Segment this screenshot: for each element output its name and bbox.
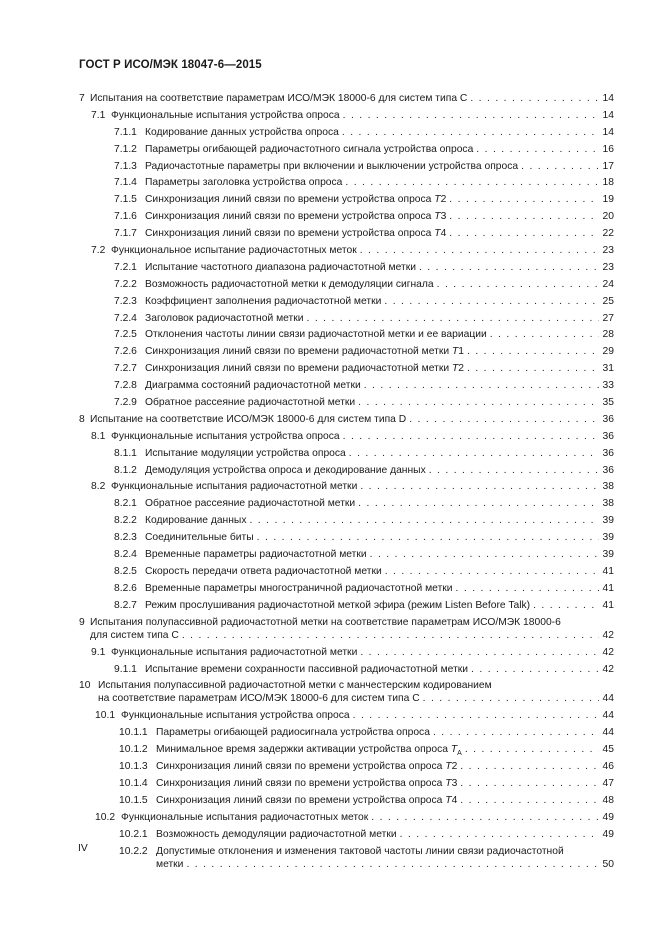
toc-entry-number: 10.1.3 bbox=[119, 761, 148, 773]
toc-entry-number: 7 bbox=[79, 93, 85, 104]
toc-entry-title: Соединительные биты bbox=[145, 532, 254, 544]
dot-leader bbox=[462, 742, 599, 759]
toc-entry-page: 14 bbox=[602, 126, 614, 138]
toc-entry-page: 31 bbox=[602, 363, 614, 375]
toc-entry[interactable] bbox=[0, 429, 661, 446]
toc-entry-title: Функциональное испытание радиочастотных меток bbox=[111, 245, 357, 257]
toc-entry-page: 36 bbox=[602, 413, 614, 425]
table-of-contents bbox=[0, 91, 661, 874]
toc-entry[interactable] bbox=[0, 209, 661, 226]
toc-entry-number: 7.1.7 bbox=[114, 228, 137, 240]
toc-entry[interactable] bbox=[0, 412, 661, 429]
toc-entry[interactable] bbox=[0, 108, 661, 125]
dot-leader bbox=[457, 793, 599, 810]
toc-entry-page: 44 bbox=[602, 727, 614, 739]
toc-entry[interactable] bbox=[0, 277, 661, 294]
toc-entry-number: 8.2.5 bbox=[114, 565, 137, 577]
toc-entry-title: Синхронизация линий связи по времени радиочастотной метки T2 bbox=[145, 363, 464, 375]
toc-entry-number: 7.2.6 bbox=[114, 346, 137, 358]
toc-entry-number: 9.1.1 bbox=[114, 663, 137, 675]
toc-entry-title: Синхронизация линий связи по времени устройства опроса T3 bbox=[156, 777, 458, 789]
toc-entry-page: 38 bbox=[602, 481, 614, 493]
dot-leader bbox=[464, 344, 599, 361]
toc-entry-page: 14 bbox=[602, 109, 614, 121]
toc-entry[interactable] bbox=[0, 776, 661, 793]
dot-leader bbox=[357, 243, 599, 260]
toc-entry-title: Режим прослушивания радиочастотной меткой эфира (режим Listen Before Talk) bbox=[145, 599, 531, 611]
toc-entry[interactable] bbox=[0, 708, 661, 725]
dot-leader bbox=[357, 479, 599, 496]
toc-entry-title: Синхронизация линий связи по времени устройства опроса T2 bbox=[145, 194, 447, 206]
toc-entry-title: Минимальное время задержки активации устройства опроса $T_A$ bbox=[156, 744, 462, 758]
toc-entry-title: Кодирование данных устройства опроса bbox=[145, 126, 339, 138]
toc-entry-page: 28 bbox=[602, 329, 614, 341]
toc-entry-title: Синхронизация линий связи по времени радиочастотной метки T1 bbox=[145, 346, 464, 358]
toc-entry-title: Диаграмма состояний радиочастотной метки bbox=[145, 380, 361, 392]
toc-entry[interactable] bbox=[0, 513, 661, 530]
toc-entry-page: 39 bbox=[602, 532, 614, 544]
toc-entry-page: 48 bbox=[602, 794, 614, 806]
dot-leader bbox=[342, 175, 599, 192]
toc-entry-title: Испытание времени сохранности пассивной радиочастотной метки bbox=[145, 663, 469, 675]
toc-entry[interactable] bbox=[0, 344, 661, 361]
toc-entry-title: Возможность демодуляции радиочастотной метки bbox=[156, 828, 397, 840]
dot-leader bbox=[254, 530, 599, 547]
toc-entry-title-continuation: на соответствие параметрам ИСО/МЭК 18000-6 для систем типа С bbox=[98, 693, 420, 705]
dot-leader bbox=[397, 827, 599, 844]
toc-entry-number: 7.2.7 bbox=[114, 363, 137, 375]
toc-entry-page: 36 bbox=[602, 464, 614, 476]
toc-entry-number: 8.2.3 bbox=[114, 532, 137, 544]
toc-entry[interactable] bbox=[0, 175, 661, 192]
toc-entry-number: 7.2.3 bbox=[114, 295, 137, 307]
toc-entry[interactable] bbox=[0, 311, 661, 328]
dot-leader bbox=[179, 628, 599, 645]
toc-entry[interactable] bbox=[0, 564, 661, 581]
toc-entry-page: 38 bbox=[602, 498, 614, 510]
toc-entry-page: 27 bbox=[602, 312, 614, 324]
toc-entry-page: 42 bbox=[602, 629, 614, 641]
dot-leader bbox=[367, 547, 599, 564]
dot-leader bbox=[457, 776, 599, 793]
toc-entry-title: Функциональные испытания устройства опроса bbox=[121, 710, 350, 722]
toc-entry-title: Синхронизация линий связи по времени устройства опроса T4 bbox=[156, 794, 458, 806]
toc-entry[interactable] bbox=[0, 662, 661, 679]
toc-entry-page: 23 bbox=[602, 261, 614, 273]
dot-leader bbox=[361, 378, 599, 395]
toc-entry-page: 47 bbox=[602, 777, 614, 789]
toc-entry-number: 7.1 bbox=[91, 109, 106, 121]
dot-leader bbox=[434, 277, 599, 294]
dot-leader bbox=[246, 513, 599, 530]
toc-entry-page: 45 bbox=[602, 744, 614, 756]
dot-leader bbox=[518, 159, 599, 176]
toc-entry[interactable] bbox=[0, 827, 661, 844]
toc-entry-page: 33 bbox=[602, 380, 614, 392]
toc-entry-title: Синхронизация линий связи по времени устройства опроса T2 bbox=[156, 761, 458, 773]
toc-entry-title: Испытания полупассивной радиочастотной метки с манчестерским кодированием bbox=[98, 680, 492, 692]
toc-entry-number: 10.1.2 bbox=[119, 744, 148, 756]
dot-leader bbox=[304, 311, 599, 328]
toc-entry-number: 8.2 bbox=[91, 481, 106, 493]
toc-entry-number: 10.2.1 bbox=[119, 828, 148, 840]
dot-leader bbox=[381, 294, 599, 311]
toc-entry-title: Функциональные испытания радиочастотной метки bbox=[111, 481, 358, 493]
dot-leader bbox=[446, 209, 599, 226]
toc-entry-page: 49 bbox=[602, 811, 614, 823]
toc-entry-page: 18 bbox=[602, 177, 614, 189]
toc-entry-title: Скорость передачи ответа радиочастотной метки bbox=[145, 565, 382, 577]
toc-entry-title: Кодирование данных bbox=[145, 515, 247, 527]
toc-entry-title: Отклонения частоты линии связи радиочастотной метки и ее вариации bbox=[145, 329, 487, 341]
toc-entry-number: 10.2.2 bbox=[119, 845, 148, 857]
toc-entry-number: 10.1 bbox=[95, 710, 116, 722]
toc-entry-title: Испытание на соответствие ИСО/МЭК 18000-6 для систем типа D bbox=[90, 413, 407, 425]
toc-entry[interactable] bbox=[0, 742, 661, 759]
dot-leader bbox=[467, 91, 599, 108]
toc-entry-title: Испытания полупассивной радиочастотной метки на соответствие параметрам ИСО/МЭК 18000-6 bbox=[90, 616, 561, 628]
toc-entry[interactable] bbox=[0, 260, 661, 277]
toc-entry-number: 9.1 bbox=[91, 646, 106, 658]
dot-leader bbox=[487, 327, 599, 344]
toc-entry-title: Обратное рассеяние радиочастотной метки bbox=[145, 397, 356, 409]
dot-leader bbox=[183, 857, 599, 874]
toc-entry[interactable] bbox=[0, 615, 661, 645]
toc-entry-page: 19 bbox=[602, 194, 614, 206]
dot-leader bbox=[473, 142, 599, 159]
toc-entry-page: 46 bbox=[602, 761, 614, 773]
toc-entry[interactable] bbox=[0, 645, 661, 662]
toc-entry[interactable] bbox=[0, 496, 661, 513]
dot-leader bbox=[346, 446, 599, 463]
toc-entry-page: 25 bbox=[602, 295, 614, 307]
toc-entry-title: Функциональные испытания радиочастотных меток bbox=[121, 811, 369, 823]
toc-entry-page: 24 bbox=[602, 278, 614, 290]
document-header: ГОСТ Р ИСО/МЭК 18047-6—2015 bbox=[79, 59, 262, 71]
toc-entry-title: Временные параметры многостраничной радиочастотной метки bbox=[145, 582, 453, 594]
toc-entry[interactable] bbox=[0, 361, 661, 378]
dot-leader bbox=[416, 260, 599, 277]
dot-leader bbox=[530, 598, 599, 615]
toc-entry-number: 7.2.1 bbox=[114, 261, 137, 273]
toc-entry-page: 14 bbox=[602, 93, 614, 104]
toc-entry-title: Коэффициент заполнения радиочастотной метки bbox=[145, 295, 382, 307]
dot-leader bbox=[420, 691, 599, 708]
toc-entry-number: 7.1.5 bbox=[114, 194, 137, 206]
toc-entry-page: 36 bbox=[602, 447, 614, 459]
toc-entry-number: 7.2.5 bbox=[114, 329, 137, 341]
toc-entry-title: Возможность радиочастотной метки к демодуляции сигнала bbox=[145, 278, 434, 290]
toc-entry-title: Синхронизация линий связи по времени устройства опроса T4 bbox=[145, 228, 447, 240]
toc-entry[interactable] bbox=[0, 759, 661, 776]
toc-entry-page: 44 bbox=[602, 710, 614, 722]
toc-entry-title: Испытание частотного диапазона радиочастотной метки bbox=[145, 261, 416, 273]
toc-entry-page: 41 bbox=[602, 565, 614, 577]
toc-entry[interactable] bbox=[0, 142, 661, 159]
toc-entry[interactable] bbox=[0, 678, 661, 708]
toc-entry[interactable] bbox=[0, 581, 661, 598]
dot-leader bbox=[355, 395, 599, 412]
toc-entry-number: 8.2.6 bbox=[114, 582, 137, 594]
toc-entry-page: 42 bbox=[602, 646, 614, 658]
toc-entry[interactable] bbox=[0, 463, 661, 480]
toc-entry-title: Временные параметры радиочастотной метки bbox=[145, 549, 367, 561]
dot-leader bbox=[350, 708, 599, 725]
toc-entry[interactable] bbox=[0, 547, 661, 564]
toc-entry-page: 41 bbox=[602, 582, 614, 594]
toc-entry-number: 8.2.7 bbox=[114, 599, 137, 611]
toc-entry-page: 36 bbox=[602, 430, 614, 442]
toc-entry-page: 22 bbox=[602, 228, 614, 240]
toc-entry[interactable] bbox=[0, 395, 661, 412]
toc-entry[interactable] bbox=[0, 725, 661, 742]
toc-entry[interactable] bbox=[0, 598, 661, 615]
toc-entry-number: 8.2.1 bbox=[114, 498, 137, 510]
dot-leader bbox=[357, 645, 599, 662]
dot-leader bbox=[464, 361, 599, 378]
toc-entry-number: 7.2.8 bbox=[114, 380, 137, 392]
toc-entry[interactable] bbox=[0, 810, 661, 827]
toc-entry-title: Обратное рассеяние радиочастотной метки bbox=[145, 498, 356, 510]
toc-entry-title: Функциональные испытания устройства опроса bbox=[111, 430, 340, 442]
toc-entry-page: 39 bbox=[602, 549, 614, 561]
toc-entry[interactable] bbox=[0, 378, 661, 395]
toc-entry-number: 10.1.5 bbox=[119, 794, 148, 806]
toc-entry-page: 20 bbox=[602, 211, 614, 223]
page-number: IV bbox=[78, 843, 88, 854]
dot-leader bbox=[468, 662, 599, 679]
toc-entry-page: 39 bbox=[602, 515, 614, 527]
toc-entry[interactable] bbox=[0, 192, 661, 209]
toc-entry-number: 7.1.3 bbox=[114, 160, 137, 172]
toc-entry-title: Синхронизация линий связи по времени устройства опроса T3 bbox=[145, 211, 447, 223]
dot-leader bbox=[355, 496, 599, 513]
toc-entry-title: Демодуляция устройства опроса и декодирование данных bbox=[145, 464, 426, 476]
toc-entry-title: Функциональные испытания устройства опроса bbox=[111, 109, 340, 121]
toc-entry-page: 49 bbox=[602, 828, 614, 840]
toc-entry-title: Параметры огибающей радиочастотного сигнала устройства опроса bbox=[145, 143, 474, 155]
toc-entry-page: 23 bbox=[602, 245, 614, 257]
dot-leader bbox=[368, 810, 599, 827]
toc-entry[interactable] bbox=[0, 446, 661, 463]
toc-entry-number: 10.1.1 bbox=[119, 727, 148, 739]
toc-entry[interactable] bbox=[0, 530, 661, 547]
toc-entry-number: 7.1.4 bbox=[114, 177, 137, 189]
dot-leader bbox=[426, 463, 599, 480]
toc-entry-page: 41 bbox=[602, 599, 614, 611]
dot-leader bbox=[446, 226, 599, 243]
toc-entry[interactable] bbox=[0, 226, 661, 243]
toc-entry-title: Испытание модуляции устройства опроса bbox=[145, 447, 346, 459]
dot-leader bbox=[457, 759, 599, 776]
toc-entry-title: Испытания на соответствие параметрам ИСО/МЭК 18000-6 для систем типа C bbox=[90, 93, 468, 104]
toc-entry-number: 7.2.2 bbox=[114, 278, 137, 290]
toc-entry-number: 9 bbox=[79, 616, 85, 628]
toc-entry-number: 10.1.4 bbox=[119, 777, 148, 789]
dot-leader bbox=[406, 412, 599, 429]
toc-entry-title-continuation: для систем типа С bbox=[90, 629, 179, 641]
toc-entry-number: 7.1.2 bbox=[114, 143, 137, 155]
toc-entry[interactable] bbox=[0, 294, 661, 311]
toc-entry[interactable] bbox=[0, 243, 661, 260]
dot-leader bbox=[453, 581, 599, 598]
toc-entry[interactable] bbox=[0, 844, 661, 874]
toc-entry-page: 35 bbox=[602, 397, 614, 409]
dot-leader bbox=[339, 125, 599, 142]
dot-leader bbox=[340, 108, 599, 125]
toc-entry-number: 10 bbox=[79, 680, 91, 692]
toc-entry-number: 8.1.1 bbox=[114, 447, 137, 459]
toc-entry[interactable] bbox=[0, 91, 661, 108]
toc-entry-title: Радиочастотные параметры при включении и выключении устройства опроса bbox=[145, 160, 519, 172]
toc-entry-title: Допустимые отклонения и изменения тактовой частоты линии связи радиочастотной bbox=[156, 845, 564, 857]
toc-entry-title: Заголовок радиочастотной метки bbox=[145, 312, 304, 324]
toc-entry-number: 7.2.4 bbox=[114, 312, 137, 324]
toc-entry-title: Функциональные испытания радиочастотной метки bbox=[111, 646, 358, 658]
toc-entry[interactable] bbox=[0, 479, 661, 496]
toc-entry[interactable] bbox=[0, 327, 661, 344]
toc-entry-page: 50 bbox=[602, 858, 614, 870]
toc-entry-title-continuation: метки bbox=[156, 858, 184, 870]
toc-entry-number: 7.2.9 bbox=[114, 397, 137, 409]
dot-leader bbox=[340, 429, 599, 446]
toc-entry-number: 8.2.4 bbox=[114, 549, 137, 561]
toc-entry-page: 29 bbox=[602, 346, 614, 358]
dot-leader bbox=[430, 725, 599, 742]
toc-entry[interactable] bbox=[0, 793, 661, 810]
toc-entry[interactable] bbox=[0, 159, 661, 176]
toc-entry-number: 8.1.2 bbox=[114, 464, 137, 476]
toc-entry-number: 10.2 bbox=[95, 811, 116, 823]
dot-leader bbox=[382, 564, 599, 581]
toc-entry-page: 16 bbox=[602, 143, 614, 155]
toc-entry-number: 7.1.6 bbox=[114, 211, 137, 223]
toc-entry-number: 7.2 bbox=[91, 245, 106, 257]
toc-entry-title: Параметры заголовка устройства опроса bbox=[145, 177, 343, 189]
toc-entry-number: 8.1 bbox=[91, 430, 106, 442]
toc-entry-page: 44 bbox=[602, 693, 614, 705]
dot-leader bbox=[446, 192, 599, 209]
toc-entry[interactable] bbox=[0, 125, 661, 142]
toc-entry-number: 8 bbox=[79, 413, 85, 425]
toc-entry-page: 42 bbox=[602, 663, 614, 675]
toc-entry-number: 8.2.2 bbox=[114, 515, 137, 527]
toc-entry-number: 7.1.1 bbox=[114, 126, 137, 138]
toc-entry-title: Параметры огибающей радиосигнала устройства опроса bbox=[156, 727, 430, 739]
toc-entry-page: 17 bbox=[602, 160, 614, 172]
